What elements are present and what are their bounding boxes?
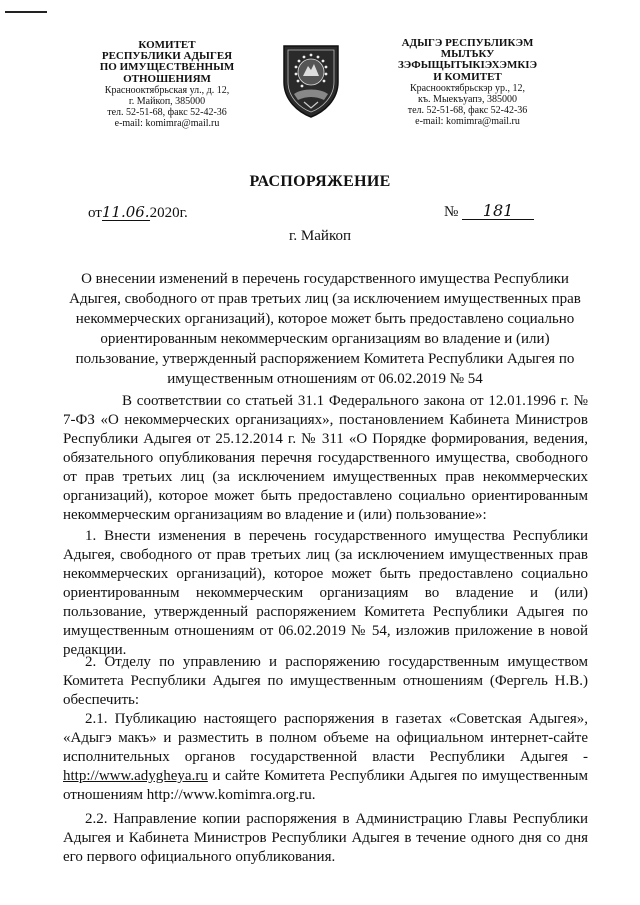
header-right-address: Краснооктябрьскэр ур., 12,: [409, 82, 526, 94]
document-date: [88, 204, 188, 222]
item-2-2-paragraph: 2.2. Направление копии распоряжения в Администрацию Главы Республики Адыгея и Кабинета Министров Республики Адыгея в течение одного дня со дня его первого официального опубликования.: [63, 811, 588, 865]
header-left-line1: КОМИТЕТ: [138, 39, 196, 51]
date-prefix: от: [88, 205, 102, 221]
header-right-line2: МЫЛЪКУ ЗЭФЫЩЫТЫКІЭХЭМКІЭ: [397, 48, 538, 72]
header-right-line3: И КОМИТЕТ: [433, 70, 502, 83]
header-left-line3: ПО ИМУЩЕСТВЕННЫМ ОТНОШЕНИЯМ: [99, 61, 235, 85]
item-2-1-text-after: и сайте Комитета Республики Адыгея по имущественным отношениям http://www.komimra.org.ru.: [63, 768, 588, 803]
document-title: РАСПОРЯЖЕНИЕ: [249, 173, 391, 190]
header-left-block: [58, 40, 276, 130]
header-right-block: [380, 38, 555, 128]
corner-pen-mark: [5, 11, 47, 13]
coat-of-arms-icon: [278, 42, 344, 120]
adygheya-link[interactable]: http://www.adygheya.ru: [63, 768, 208, 784]
document-city: г. Майкоп: [288, 228, 352, 244]
header-left-phone: тел. 52-51-68, факс 52-42-36: [107, 107, 227, 119]
item-2-1-paragraph: [63, 710, 588, 805]
header-right-phone: тел. 52-51-68, факс 52-42-36: [407, 105, 528, 117]
header-left-line2: РЕСПУБЛИКИ АДЫГЕЯ: [101, 50, 233, 63]
document-subject: О внесении изменений в перечень государственного имущества Республики Адыгея, свободного от прав третьих лиц (за исключением имущественных прав некоммерческих организаций), которое может быть предоставлено социально ориентированным некоммерческим организациям во владение и (или) пользование, утвержденный распоряжением Комитета Республики Адыгея по имущественным отношениям от 06.02.2019 № 54: [69, 271, 581, 387]
header-left-city: г. Майкоп, 385000: [128, 96, 206, 108]
header-left-email: e-mail: komimra@mail.ru: [114, 118, 220, 130]
intro-paragraph: В соответствии со статьей 31.1 Федерального закона от 12.01.1996 г. № 7-ФЗ «О некоммерческих организациях», постановлением Кабинета Министров Республики Адыгея от 25.12.2014 г. № 311 «О Порядке формирования, ведения, обязательного опубликования перечня государственного имущества, свободного от прав третьих лиц (за исключением имущественных прав некоммерческих организаций), которое может быть предоставлено социально ориентированным некоммерческим организациям во владение и (или) пользование»:: [63, 393, 588, 523]
item-2-1-text-before: 2.1. Публикацию настоящего распоряжения в газетах «Советская Адыгея», «Адыгэ макъ» и разместить в полном объеме на официальном интернет-сайте исполнительных органов государственной власти Республики Адыгея -: [63, 711, 588, 765]
header-right-city: къ. Мыекъуапэ, 385000: [418, 94, 517, 106]
document-number: [444, 203, 534, 221]
header-left-address: Краснооктябрьская ул., д. 12,: [104, 84, 230, 96]
number-handwritten: 181: [462, 203, 534, 220]
date-suffix: 2020г.: [149, 205, 188, 221]
item-1-paragraph: 1. Внести изменения в перечень государственного имущества Республики Адыгея, свободного от прав третьих лиц (за исключением имущественных прав некоммерческих организаций), которое может быть предоставлено социально ориентированным некоммерческим организациям во владение и (или) пользование, утвержденный распоряжением Комитета Республики Адыгея по имущественным отношениям от 06.02.2019 № 54, изложив приложение в новой редакции.: [63, 528, 588, 658]
date-handwritten: 11.06.: [101, 203, 150, 221]
item-2-paragraph: 2. Отделу по управлению и распоряжению государственным имуществом Комитета Республики Адыгея по имущественным отношениям (Фергель Н.В.) обеспечить:: [63, 654, 588, 708]
number-prefix: №: [444, 204, 459, 220]
header-right-email: e-mail: komimra@mail.ru: [415, 116, 520, 128]
header-right-line1: АДЫГЭ РЕСПУБЛИКЭМ: [401, 37, 534, 49]
